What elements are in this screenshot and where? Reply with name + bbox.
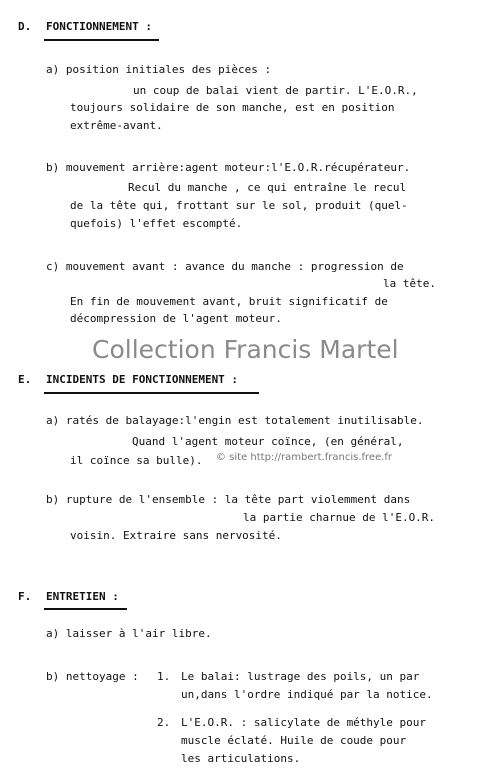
e-a-label: a) ratés de balayage:l'engin est totalement inutilisable.: [46, 414, 424, 427]
d-c-label: c) mouvement avant : avance du manche : progression de: [46, 260, 404, 273]
d-b-line-3: quefois) l'effet escompté.: [70, 217, 243, 230]
f-a-label: a) laisser à l'air libre.: [46, 627, 212, 640]
f-b-item-1-line-2: un,dans l'ordre indiqué par la notice.: [181, 688, 433, 701]
section-e-underline: [44, 392, 259, 394]
section-d-underline: [44, 39, 159, 41]
d-a-line-3: extrême-avant.: [70, 119, 163, 132]
f-b-item-2-num: 2.: [157, 716, 171, 729]
f-b-item-1-num: 1.: [157, 670, 171, 683]
d-a-line-1: un coup de balai vient de partir. L'E.O.R.,: [133, 84, 418, 97]
d-a-line-2: toujours solidaire de son manche, est en position: [70, 101, 395, 114]
d-b-label: b) mouvement arrière:agent moteur:l'E.O.R.récupérateur.: [46, 161, 411, 174]
section-f-title: ENTRETIEN :: [46, 590, 119, 603]
section-e-letter: E.: [18, 373, 32, 386]
section-f-letter: F.: [18, 590, 32, 603]
e-b-label: b) rupture de l'ensemble : la tête part violemment dans: [46, 493, 411, 506]
section-d-letter: D.: [18, 20, 32, 33]
f-b-item-1-line-1: Le balai: lustrage des poils, un par: [181, 670, 420, 683]
d-a-label: a) position initiales des pièces :: [46, 63, 272, 76]
section-d-title: FONCTIONNEMENT :: [46, 20, 152, 33]
e-a-line-2: il coïnce sa bulle).: [70, 454, 203, 467]
f-b-item-2-line-3: les articulations.: [181, 752, 301, 765]
f-b-item-2-line-1: L'E.O.R. : salicylate de méthyle pour: [181, 716, 427, 729]
d-c-line-1: la tête.: [383, 277, 436, 290]
d-c-line-2: En fin de mouvement avant, bruit significatif de: [70, 295, 388, 308]
section-e-title: INCIDENTS DE FONCTIONNEMENT :: [46, 373, 239, 386]
section-f-underline: [44, 608, 127, 610]
e-b-line-2: voisin. Extraire sans nervosité.: [70, 529, 282, 542]
e-b-line-1: la partie charnue de l'E.O.R.: [243, 511, 436, 524]
site-credit: © site http://rambert.francis.free.fr: [216, 452, 393, 463]
d-c-line-3: décompression de l'agent moteur.: [70, 312, 282, 325]
f-b-label: b) nettoyage :: [46, 670, 139, 683]
watermark: Collection Francis Martel: [92, 335, 399, 364]
e-a-line-1: Quand l'agent moteur coïnce, (en général,: [132, 435, 404, 448]
f-b-item-2-line-2: muscle éclaté. Huile de coude pour: [181, 734, 407, 747]
d-b-line-1: Recul du manche , ce qui entraîne le recul: [128, 181, 407, 194]
d-b-line-2: de la tête qui, frottant sur le sol, produit (quel-: [70, 199, 408, 212]
